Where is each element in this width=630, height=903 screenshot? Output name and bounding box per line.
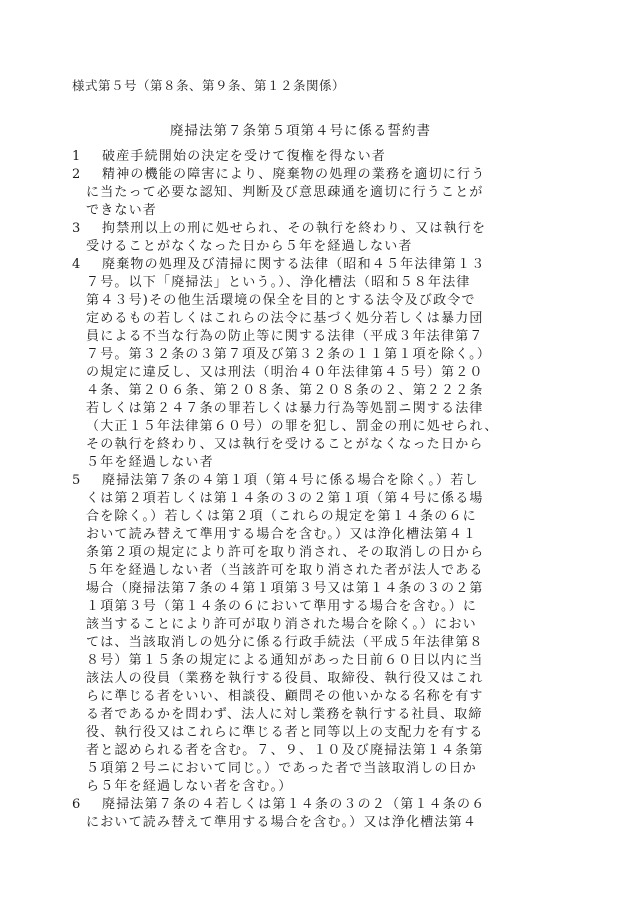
item-text-line: ５年を経過しない者（当該許可を取り消された者が法人である [86,563,484,578]
item-text-line: おいて読み替えて準用する場合を含む。）又は浄化槽法第４１ [86,527,478,542]
item-text-line: １項第３号（第１４条の６において準用する場合を含む。）に [86,599,478,614]
pledge-item [72,256,572,472]
item-text-line: の規定に違反し、又は刑法（明治４０年法律第４５号）第２０ [86,365,484,380]
item-number: 3 [72,221,81,236]
pledge-item [72,796,572,832]
form-number: 様式第５号（第８条、第９条、第１２条関係） [72,78,346,93]
item-text-line: 破産手続開始の決定を受けて復権を得ない者 [102,149,387,164]
item-text-line: 役、執行役又はこれらに準じる者と同等以上の支配力を有する [86,725,484,740]
item-text-line: ７号。以下「廃掃法」という。）、浄化槽法（昭和５８年法律 [86,275,471,290]
item-text-line: 第４３号)その他生活環境の保全を目的とする法令及び政令で [86,293,476,308]
item-text-line: 該当することにより許可が取り消された場合を除く。）におい [86,617,477,632]
item-text-line: ４条、第２０６条、第２０８条、第２０８条の２、第２２２条 [86,383,484,398]
pledge-item-list [72,148,572,832]
item-number: 5 [72,473,81,488]
item-text-line: 員による不当な行為の防止等に関する法律（平成３年法律第７ [86,329,484,344]
item-text-line: ら５年を経過しない者を含む。） [86,779,293,794]
item-text-line: 精神の機能の障害により、廃棄物の処理の業務を適切に行う [102,167,486,182]
item-text-line: に当たって必要な認知、判断及び意思疎通を適切に行うことが [86,185,484,200]
item-number: 1 [72,149,81,164]
item-text-line: ５項第２号ニにおいて同じ。）であった者で当該取消しの日か [86,761,477,776]
pledge-item [72,148,572,166]
pledge-item [72,220,572,256]
item-text-line: できない者 [86,203,158,218]
pledge-item [72,472,572,796]
item-text-line: 廃棄物の処理及び清掃に関する法律（昭和４５年法律第１３ [102,257,486,272]
item-text-line: ７号。第３２条の３第７項及び第３２条の１１第１項を除く。） [86,347,492,362]
item-text-line: 該法人の役員（業務を執行する役員、取締役、執行役又はこれ [86,671,484,686]
item-text-line: （大正１５年法律第６０号）の罪を犯し、罰金の刑に処せられ、 [86,419,499,434]
item-text-line: 廃掃法第７条の４若しくは第１４条の３の２（第１４条の６ [102,797,486,812]
item-number: 2 [72,167,81,182]
pledge-item [72,166,572,220]
item-text-line: 受けることがなくなった日から５年を経過しない者 [86,239,413,254]
item-text-line: る者であるかを問わず、法人に対し業務を執行する社員、取締 [86,707,483,722]
item-text-line: ８号）第１５条の規定による通知があった日前６０日以内に当 [86,653,484,668]
item-text-line: らに準じる者をいい、相談役、顧問その他いかなる名称を有す [86,689,484,704]
item-number: 6 [72,797,81,812]
item-text-line: その執行を終わり、又は執行を受けることがなくなった日から [86,437,484,452]
item-text-line: において読み替えて準用する場合を含む。）又は浄化槽法第４ [86,815,478,830]
item-number: 4 [72,257,81,272]
item-text-line: 条第２項の規定により許可を取り消され、その取消しの日から [86,545,485,560]
item-text-line: 拘禁刑以上の刑に処せられ、その執行を終わり、又は執行を [102,221,487,236]
item-text-line: 合を除く。）若しくは第２項（これらの規定を第１４条の６に [86,509,477,524]
item-text-line: 若しくは第２４７条の罪若しくは暴力行為等処罰ニ関する法律 [86,401,484,416]
document-title: 廃掃法第７条第５項第４号に係る誓約書 [170,123,431,139]
item-text-line: 場合（廃掃法第７条の４第１項第３号又は第１４条の３の２第 [86,581,484,596]
item-text-line: 廃掃法第７条の４第１項（第４号に係る場合を除く。）若し [102,473,479,488]
item-text-line: ５年を経過しない者 [86,455,214,470]
item-text-line: 定めるもの若しくはこれらの法令に基づく処分若しくは暴力団 [86,311,484,326]
item-text-line: ては、当該取消しの処分に係る行政手続法（平成５年法律第８ [86,635,484,650]
item-text-line: くは第２項若しくは第１４条の３の２第１項（第４号に係る場 [86,491,484,506]
item-text-line: 者と認められる者を含む。７、９、１０及び廃掃法第１４条第 [86,743,484,758]
